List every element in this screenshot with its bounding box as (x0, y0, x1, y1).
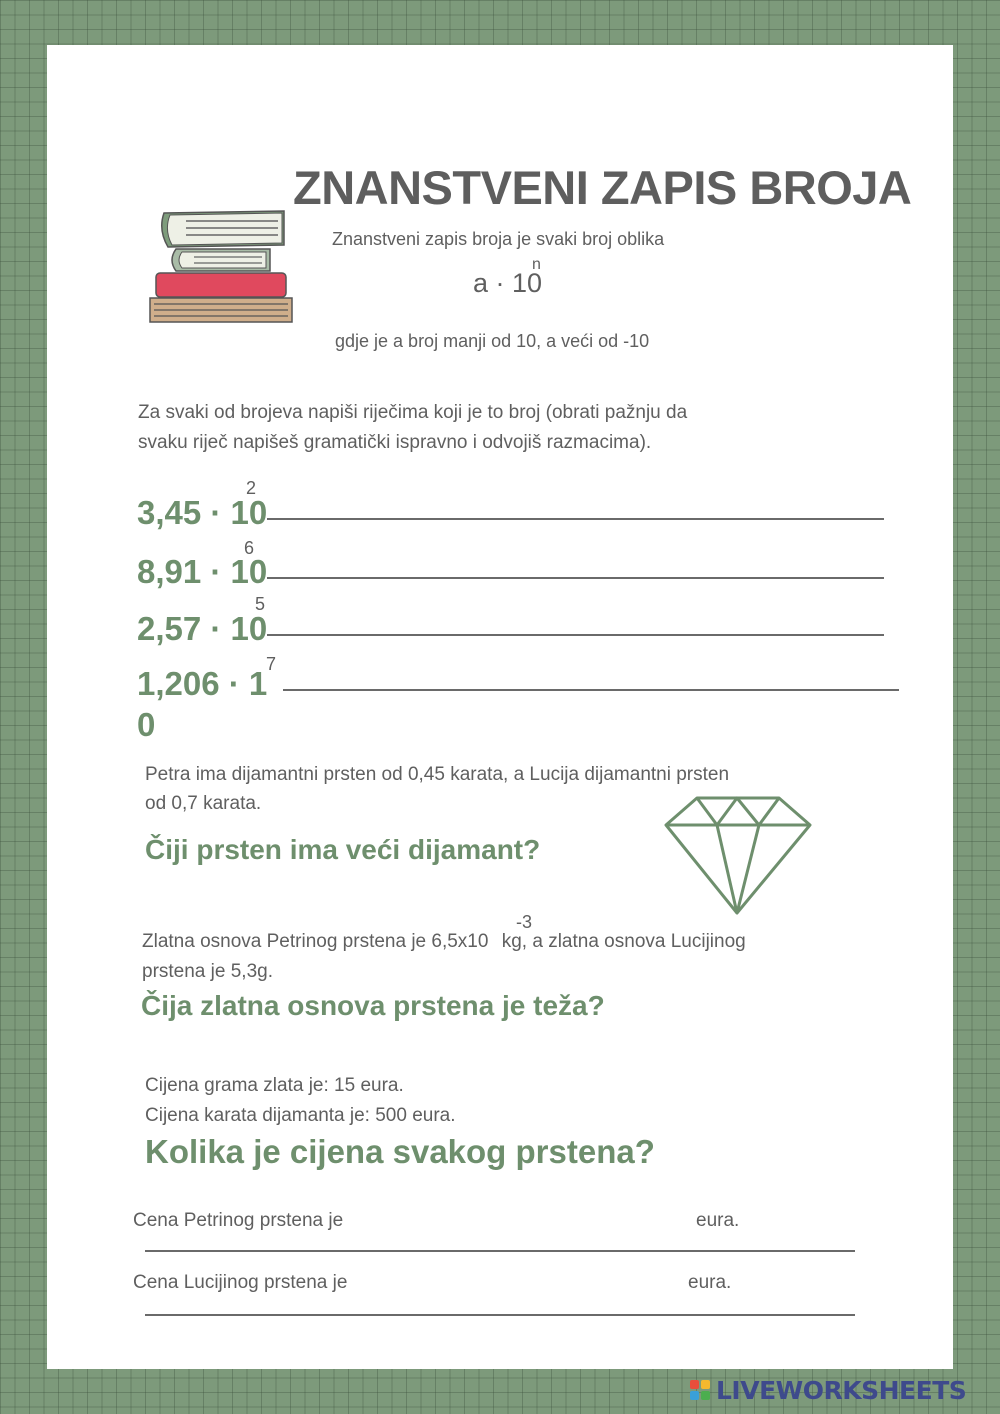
gold-text-part1: Zlatna osnova Petrinog prstena je 6,5x10 (142, 931, 489, 952)
diamond-icon (663, 795, 813, 917)
page-title: ZNANSTVENI ZAPIS BROJA (293, 161, 912, 214)
answer-petra-unit: eura. (696, 1210, 740, 1231)
answer-lucija-label: Cena Lucijinog prstena je (133, 1272, 348, 1293)
question-2: Čija zlatna osnova prstena je teža? (141, 990, 605, 1021)
intro-text-line2: gdje je a broj manji od 10, a veći od -10 (335, 331, 650, 351)
books-stack-icon (146, 205, 296, 327)
formula-exponent: n (532, 256, 541, 273)
ring-text-line1: Petra ima dijamantni prsten od 0,45 karata, a Lucija dijamantni prsten (145, 764, 730, 785)
answer-line-1[interactable] (267, 518, 884, 520)
answer-line-3[interactable] (267, 634, 884, 636)
number-3: 2,57 · 10 (137, 610, 268, 647)
answer-petra-line[interactable] (145, 1250, 855, 1252)
answer-lucija-unit: eura. (688, 1272, 732, 1293)
ring-text-line2: od 0,7 karata. (145, 793, 262, 814)
answer-line-4[interactable] (283, 689, 899, 691)
number-3-exponent: 5 (255, 594, 266, 614)
number-4: 1,206 · 1 (137, 665, 268, 702)
liveworksheets-logo[interactable] (690, 1374, 966, 1406)
gold-price: Cijena grama zlata je: 15 eura. (145, 1075, 404, 1096)
number-4-wrap: 0 (137, 706, 156, 743)
question-3: Kolika je cijena svakog prstena? (145, 1133, 655, 1170)
number-2: 8,91 · 10 (137, 553, 268, 590)
answer-petra-label: Cena Petrinog prstena je (133, 1210, 344, 1231)
gold-text-line2: prstena je 5,3g. (142, 961, 273, 982)
answer-lucija-line[interactable] (145, 1314, 855, 1316)
answer-line-2[interactable] (267, 577, 884, 579)
gold-text-line1 (142, 927, 746, 957)
number-2-exponent: 6 (244, 538, 255, 558)
number-4-exponent: 7 (266, 654, 277, 674)
diamond-price: Cijena karata dijamanta je: 500 eura. (145, 1105, 456, 1126)
gold-text-part2: kg, a zlatna osnova Lucijinog (496, 931, 746, 952)
instruction-line1: Za svaki od brojeva napiši riječima koji je to broj (obrati pažnju da (138, 402, 688, 423)
liveworksheets-brand: LIVEWORKSHEETS (716, 1375, 967, 1405)
question-1: Čiji prsten ima veći dijamant? (145, 834, 541, 865)
instruction-line2: svaku riječ napišeš gramatički ispravno i odvojiš razmacima). (138, 432, 652, 453)
intro-text-line1: Znanstveni zapis broja je svaki broj oblika (332, 229, 665, 249)
number-1: 3,45 · 10 (137, 494, 268, 531)
liveworksheets-logo-icon (690, 1378, 712, 1402)
formula-base: a · 10 (473, 268, 543, 298)
gold-text-exponent: -3 (516, 912, 533, 932)
number-1-exponent: 2 (246, 478, 257, 498)
